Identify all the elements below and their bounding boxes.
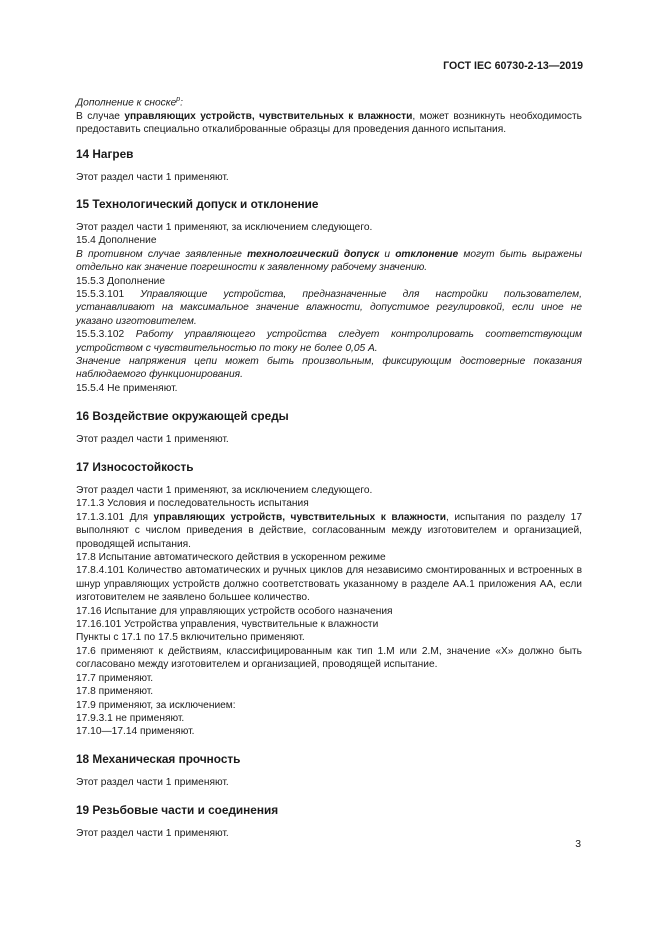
s15-p3-a: В противном случае заявленные bbox=[76, 248, 248, 260]
s17-p9: 17.6 применяют к действиям, классифицированным как тип 1.М или 2.М, значение «Х» должно быть согласовано между изготовителем и организацией, проводящей испытание. bbox=[76, 645, 582, 671]
s15-p6-text: Работу управляющего устройства следует контролировать соответствующим устройством с чувствительностью по току не более 0,05 А. bbox=[76, 329, 582, 354]
footnote-addition-label bbox=[76, 93, 582, 110]
s17-p14: 17.10—17.14 применяют. bbox=[76, 726, 195, 738]
s15-p3-b: технологический допуск bbox=[247, 248, 380, 260]
s15-p1: Этот раздел части 1 применяют, за исключением следующего. bbox=[76, 222, 373, 233]
footnote-label-text: Дополнение к сноске bbox=[76, 97, 177, 109]
s17-p1: Этот раздел части 1 применяют, за исключением следующего. bbox=[76, 485, 373, 496]
s17-p3-c: , испытания по разделу 17 выполняют с числом приведения в действие, согласованным между изготовителем и организацией, проводящей испытания. bbox=[76, 511, 582, 550]
footnote-label-sup: р bbox=[176, 96, 181, 103]
document-header-id: ГОСТ IEC 60730-2-13—2019 bbox=[443, 60, 583, 72]
section-14-title: 14 Нагрев bbox=[76, 147, 134, 161]
s15-p3-e: могут быть выражены отдельно как значение погрешности к заявленному рабочему значению. bbox=[76, 248, 582, 274]
section-17-body bbox=[76, 484, 582, 739]
s15-p6-num: 15.5.3.102 bbox=[76, 329, 136, 341]
section-17-title: 17 Износостойкость bbox=[76, 460, 194, 474]
s15-p5-num: 15.5.3.101 bbox=[76, 289, 141, 301]
section-14-text: Этот раздел части 1 применяют. bbox=[76, 172, 229, 183]
section-19-title: 19 Резьбовые части и соединения bbox=[76, 803, 279, 817]
section-15-body bbox=[76, 221, 582, 395]
s17-p2: 17.1.3 Условия и последовательность испытания bbox=[76, 498, 309, 510]
fn-text-bold: управляющих устройств, чувствительных к влажности bbox=[124, 110, 413, 122]
s15-p6 bbox=[76, 328, 582, 355]
s17-p13: 17.9.3.1 не применяют. bbox=[76, 712, 185, 724]
section-18-title: 18 Механическая прочность bbox=[76, 752, 241, 766]
s17-p3-a: 17.1.3.101 Для bbox=[76, 511, 154, 523]
page-number: 3 bbox=[575, 838, 581, 850]
s17-p7: 17.16.101 Устройства управления, чувствительные к влажности bbox=[76, 619, 379, 631]
s15-p2: 15.4 Дополнение bbox=[76, 235, 157, 247]
s15-p3-c: и bbox=[379, 248, 396, 260]
s15-p3 bbox=[76, 248, 582, 275]
s17-p3 bbox=[76, 511, 582, 551]
fn-text-after: , может возникнуть необходимость предоставить специально откалиброванные образцы для проведения данного испытания. bbox=[76, 110, 582, 136]
s17-p6: 17.16 Испытание для управляющих устройств особого назначения bbox=[76, 605, 393, 617]
section-16-title: 16 Воздействие окружающей среды bbox=[76, 409, 289, 423]
s15-p8: 15.5.4 Не применяют. bbox=[76, 382, 178, 394]
section-19-text: Этот раздел части 1 применяют. bbox=[76, 828, 229, 839]
footnote-label-end: : bbox=[180, 97, 183, 109]
footnote-addition bbox=[76, 93, 582, 137]
s17-p11: 17.8 применяют. bbox=[76, 686, 154, 698]
s15-p5 bbox=[76, 288, 582, 328]
s17-p10: 17.7 применяют. bbox=[76, 672, 154, 684]
section-15-title: 15 Технологический допуск и отклонение bbox=[76, 197, 319, 211]
fn-text-before: В случае bbox=[76, 110, 125, 122]
s17-p8: Пункты с 17.1 по 17.5 включительно применяют. bbox=[76, 632, 305, 644]
s17-p4: 17.8 Испытание автоматического действия в ускоренном режиме bbox=[76, 552, 386, 564]
section-16-text: Этот раздел части 1 применяют. bbox=[76, 434, 229, 445]
footnote-addition-text bbox=[76, 110, 582, 137]
s15-p7: Значение напряжения цепи может быть произвольным, фиксирующим достоверные показания наблюдаемого функционирования. bbox=[76, 356, 582, 381]
s15-p4: 15.5.3 Дополнение bbox=[76, 275, 166, 287]
s15-p5-text: Управляющие устройства, предназначенные для настройки пользователем, устанавливают на максимальное значение влажности, допустимое регулировкой, если иное не указано изготовителем. bbox=[76, 289, 582, 327]
section-18-text: Этот раздел части 1 применяют. bbox=[76, 777, 229, 788]
s17-p3-b: управляющих устройств, чувствительных к влажности bbox=[153, 511, 446, 523]
s17-p12: 17.9 применяют, за исключением: bbox=[76, 699, 236, 711]
s17-p5: 17.8.4.101 Количество автоматических и ручных циклов для независимо смонтированных и встроенных в шнур управляющих устройств должно соответствовать указанному в разделе АА.1 приложения АА, если изготовителем не заявлено большее количество. bbox=[76, 565, 582, 604]
s15-p3-d: отклонение bbox=[395, 248, 459, 260]
